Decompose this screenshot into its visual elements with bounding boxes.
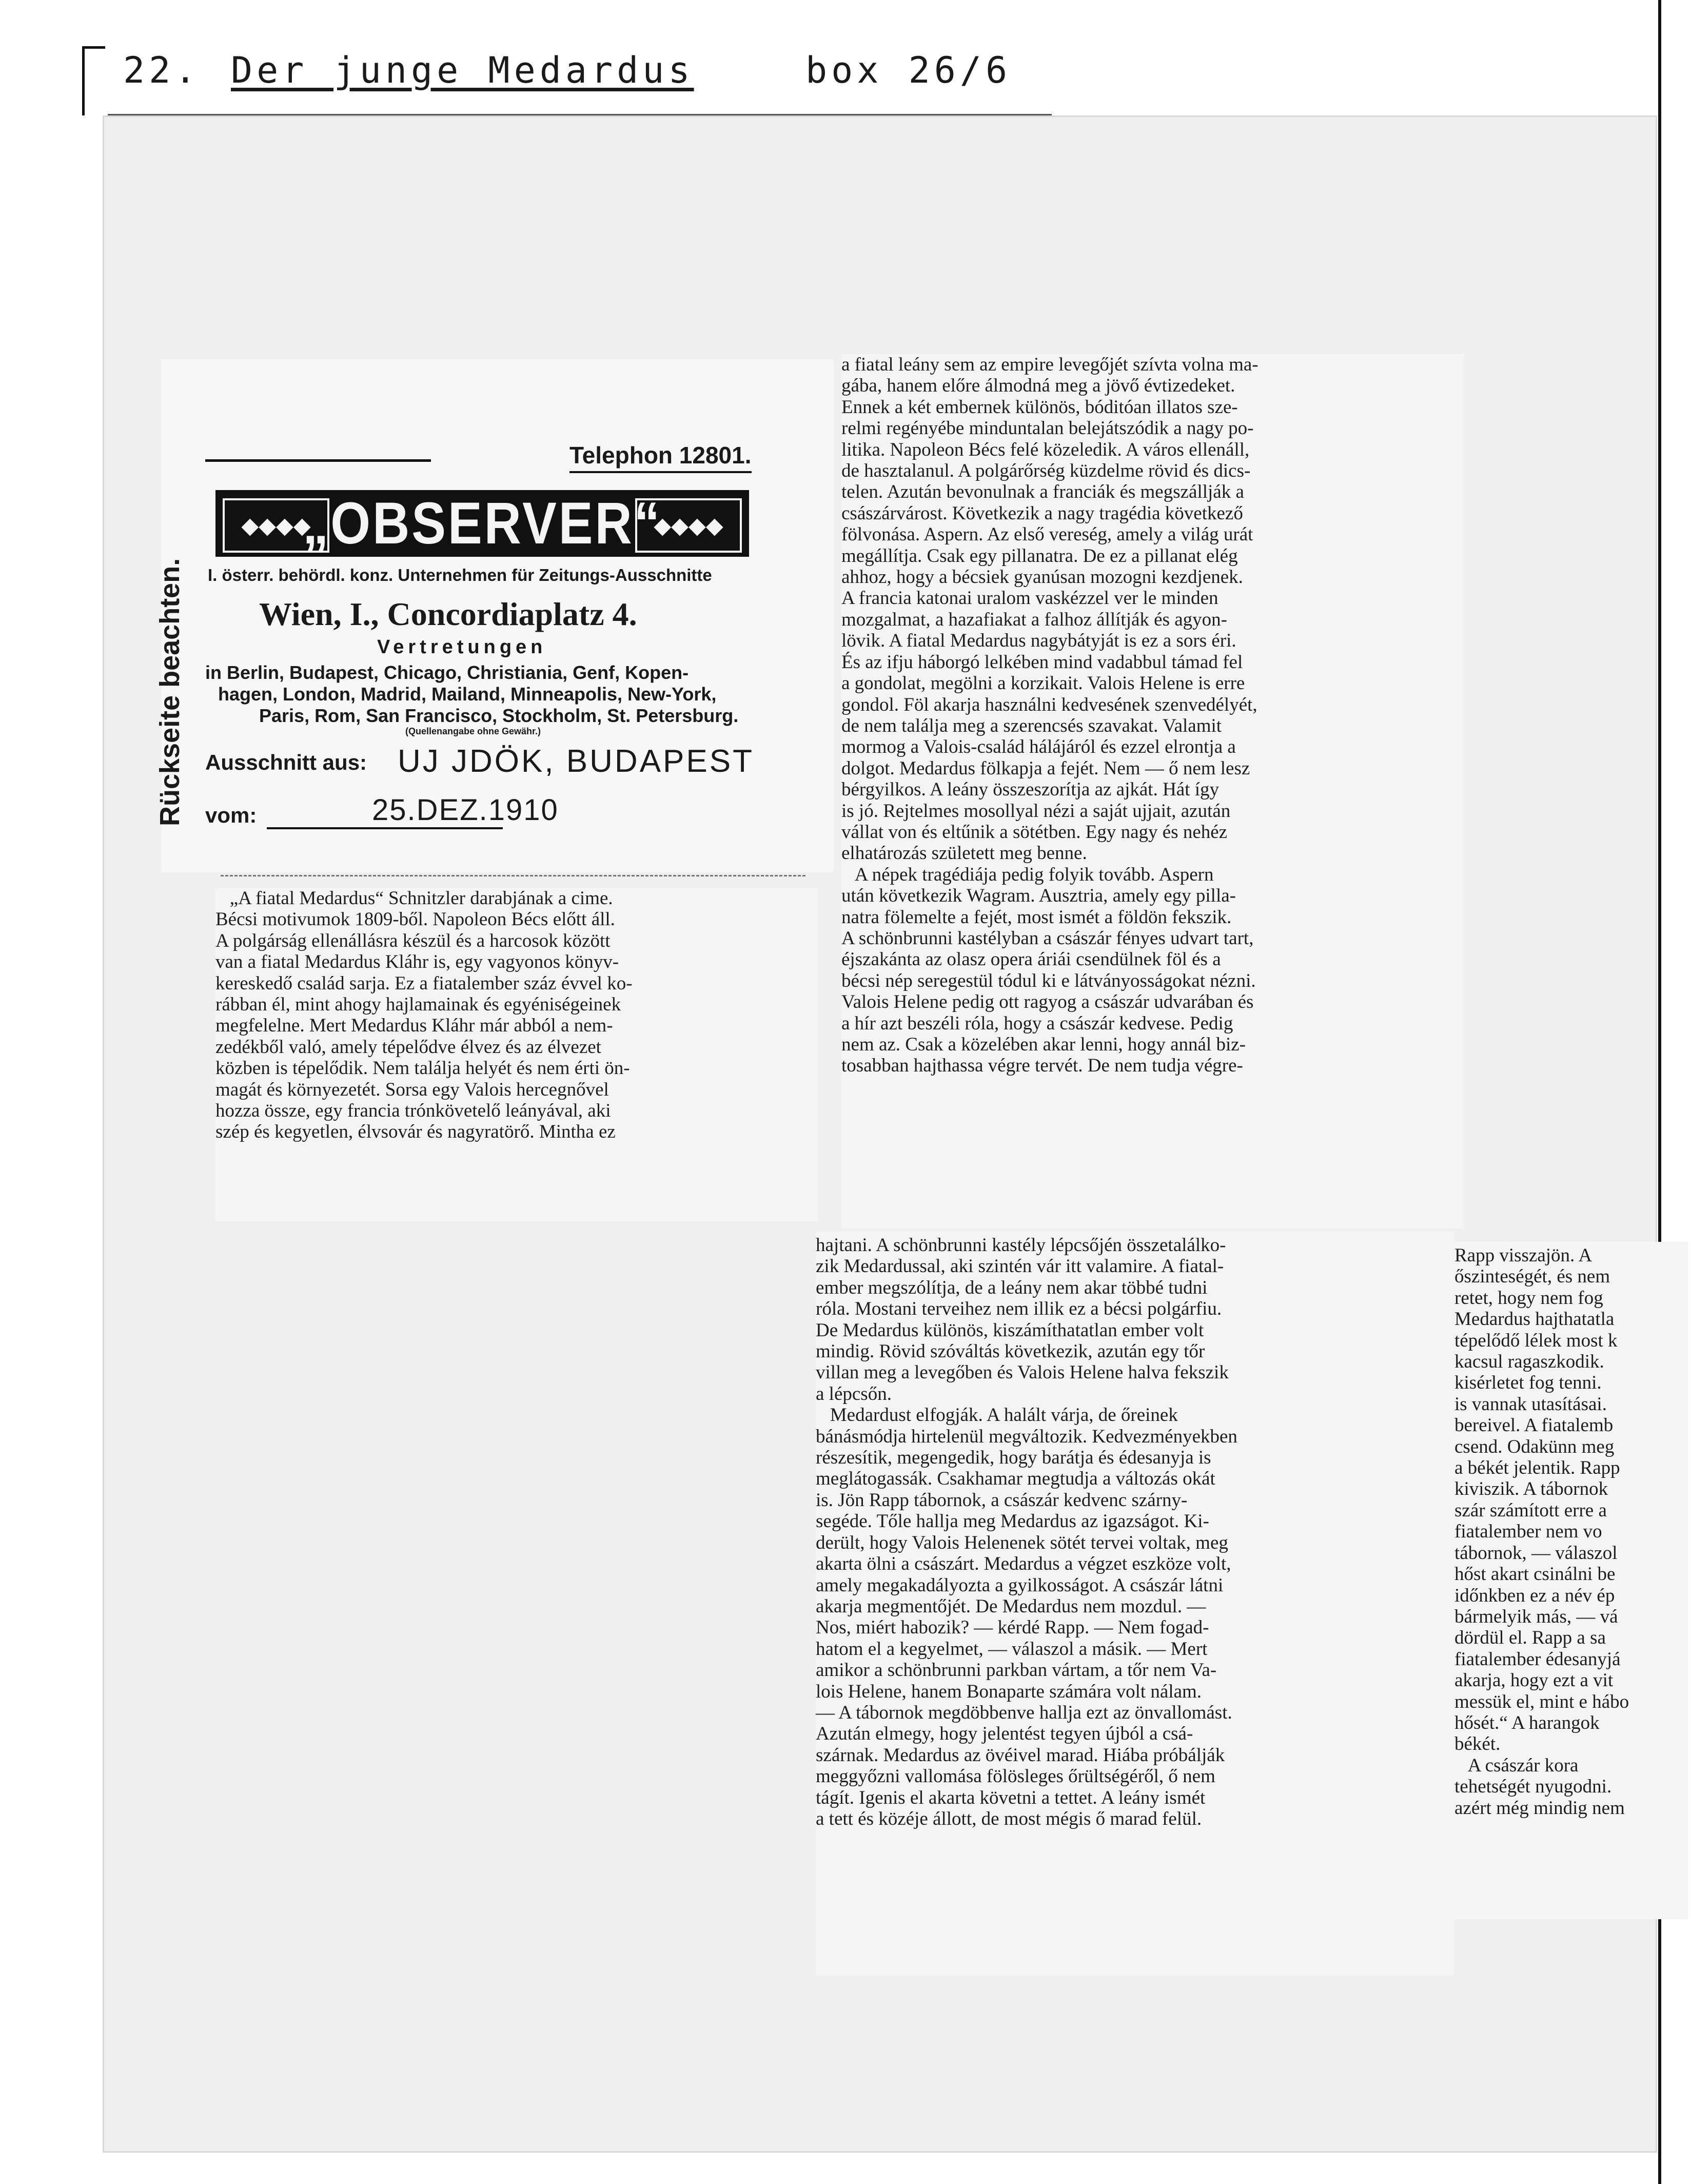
clipping-column-2 (841, 354, 1465, 1229)
stamp-subtitle: I. österr. behördl. konz. Unternehmen für Zeitungs-Ausschnitte (208, 566, 712, 584)
stamp-cities-line: in Berlin, Budapest, Chicago, Christiania, Genf, Kopen- (205, 662, 689, 683)
ausschnitt-source: UJ JDÖK, BUDAPEST (398, 744, 754, 779)
observer-banner (215, 490, 749, 557)
clipping-column-4 (1454, 1242, 1688, 1919)
archive-number: 22. (123, 49, 201, 91)
ausschnitt-label: Ausschnitt aus: (205, 750, 367, 774)
rueckseite-note: Rückseite beachten. (154, 558, 185, 826)
stamp-vertretungen: Vertretungen (377, 636, 547, 658)
clipping-cut-line (221, 875, 805, 876)
clipping-text: „A fiatal Medardus“ Schnitzler darabjának a cime. Bécsi motivumok 1809-ből. Napoleon Bécs előtt áll. A polgárság ellenállásra készül és a harcosok között van a fiatal Medardus Kláhr is, egy vagyonos könyv- kereskedő család sarja. Ez a fiatalember száz évvel ko- rábban él, mint ahogy hajlamainak és egyéniségeinek megfelelne. Mert Medardus Kláhr már abból a nem- zedékből való, amely tépelődve élvez és az élvezet közben is tépelődik. Nem találja helyét és nem érti ön- magát és környezetét. Sorsa egy Valois hercegnővel hozza össze, egy francia trónkövetelő leányával, aki szép és kegyetlen, élvsovár és nagyratörő. Mintha ez (215, 888, 633, 1143)
observer-brand: „OBSERVER“ (303, 490, 662, 556)
stamp-cities-line: hagen, London, Madrid, Mailand, Minneapolis, New-York, (218, 684, 717, 705)
stamp-disclaimer: (Quellenangabe ohne Gewähr.) (405, 726, 541, 736)
archive-box: box 26/6 (805, 49, 1012, 91)
clipping-column-1 (215, 888, 818, 1221)
archive-title: Der junge Medardus (231, 49, 694, 91)
stamp-cities-line: Paris, Rom, San Francisco, Stockholm, St. Petersburg. (259, 705, 739, 726)
stamp-address: Wien, I., Concordiaplatz 4. (259, 596, 637, 632)
clipping-text: a fiatal leány sem az empire levegőjét szívta volna ma- gába, hanem előre álmodná meg a jövő évtizedeket. Ennek a két embernek különös, bóditóan illatos sze- relmi regényébe minduntalan belejátszódik a nagy po- litika. Napoleon Bécs felé közeledik. A város ellenáll, de hasztalanul. A polgárőrség küzdelme rövid és dics- telen. Azután bevonulnak a franciák és megszállják a császárvárost. Következik a nagy tragédia következő fölvonása. Aspern. Az első vereség, amely a világ urát megállítja. Csak egy pillanatra. De ez a pillanat elég ahhoz, hogy a bécsiek gyanúsan mozogni kezdjenek. A francia katonai uralom vaskézzel ver le minden mozgalmat, a hazafiakat a falhoz állítják és agyon- lövik. A fiatal Medardus nagybátyját is ez a sors éri. És az ifju háborgó lelkében mind vadabbul támad fel a gondolat, megölni a korzikait. Valois Helene is erre gondol. Föl akarja használni kedvesének szenvedélyét, de nem találja meg a szerencsés szavakat. Valamit mormog a Valois-család hálájáról és ezzel elrontja a dolgot. Medardus fölkapja a fejét. Nem — ő nem lesz bérgyilkos. A leány összeszorítja az ajkát. Hát így is jó. Rejtelmes mosollyal nézi a saját ujjait, azután vállat von és eltűnik a sötétben. Egy nagy és nehéz elhatározás született meg benne. A népek tragédiája pedig folyik tovább. Aspern után következik Wagram. Ausztria, amely egy pilla- natra fölemelte a fejét, most ismét a földön fekszik. A schönbrunni kastélyban a császár fényes udvart tart, éjszakánta az olasz opera áriái csendülnek föl és a bécsi nép seregestül tódul ki e látványosságokat nézni. Valois Helene pedig ott ragyog a császár udvarában és a hír azt beszéli róla, hogy a császár kedvese. Pedig nem az. Csak a közelében akar lenni, hogy annál biz- tosabban hajthassa végre tervét. De nem tudja végre- (841, 354, 1259, 1077)
vom-label: vom: (205, 803, 257, 827)
stamp-rule (205, 459, 431, 462)
archive-label (77, 36, 1052, 113)
vom-rule (267, 827, 503, 829)
clipping-text: Rapp visszajön. A őszinteségét, és nem retet, hogy nem fog Medardus hajthatatla tépelődő lélek most k kacsul ragaszkodik. kisérletet fog tenni. is vannak utasításai. bereivel. A fiatalemb csend. Odakünn meg a békét jelentik. Rapp kiviszik. A tábornok szár számított erre a fiatalember nem vo tábornok, — válaszol hőst akart csinálni be időnkben ez a név ép bármelyik más, — vá dördül el. Rapp a sa fiatalember édesanyjá akarja, hogy ezt a vit messük el, mint e hábo hősét.“ A harangok békét. A császár kora tehetségét nyugodni. azért még mindig nem (1454, 1245, 1629, 1819)
vom-date: 25.DEZ.1910 (372, 793, 559, 827)
diamond-ornament-icon: ◆◆◆◆ (223, 498, 329, 553)
stamp-telephon: Telephon 12801. (569, 441, 752, 473)
diamond-ornament-icon: ◆◆◆◆ (635, 498, 742, 553)
clipping-text: hajtani. A schönbrunni kastély lépcsőjén összetalálko- zik Medardussal, aki szintén vár itt valamire. A fiatal- ember megszólítja, de a leány nem akar többé tudni róla. Mostani terveihez nem illik ez a bécsi polgárfiu. De Medardus különös, kiszámíthatatlan ember volt mindig. Rövid szóváltás következik, azután egy tőr villan meg a levegőben és Valois Helene halva fekszik a lépcsőn. Medardust elfogják. A halált várja, de őreinek bánásmódja hirtelenül megváltozik. Kedvezményekben részesítik, megengedik, hogy barátja és édesanyja is meglátogassák. Csakhamar megtudja a változás okát is. Jön Rapp tábornok, a császár kedvenc szárny- segéde. Tőle hallja meg Medardus az igazságot. Ki- derült, hogy Valois Helenenek sötét tervei voltak, meg akarta ölni a császárt. Medardus a végzet eszköze volt, amely megakadályozta a gyilkosságot. A császár látni akarja megmentőjét. De Medardus nem mozdul. — Nos, miért habozik? — kérdé Rapp. — Nem fogad- hatom el a kegyelmet, — válaszol a másik. — Mert amikor a schönbrunni parkban vártam, a tőr nem Va- lois Helene, hanem Bonaparte számára volt nálam. — A tábornok megdöbbenve hallja ezt az önvallomást. Azután elmegy, hogy jelentést tegyen újból a csá- szárnak. Medardus az övéivel marad. Hiába próbálják meggyőzni vallomása fölösleges őrültségéről, ő nem tágít. Igenis el akarta követni a tettet. A leány ismét a tett és közéje állott, de most mégis ő marad felül. (816, 1235, 1237, 1829)
clipping-column-3 (816, 1232, 1454, 1976)
